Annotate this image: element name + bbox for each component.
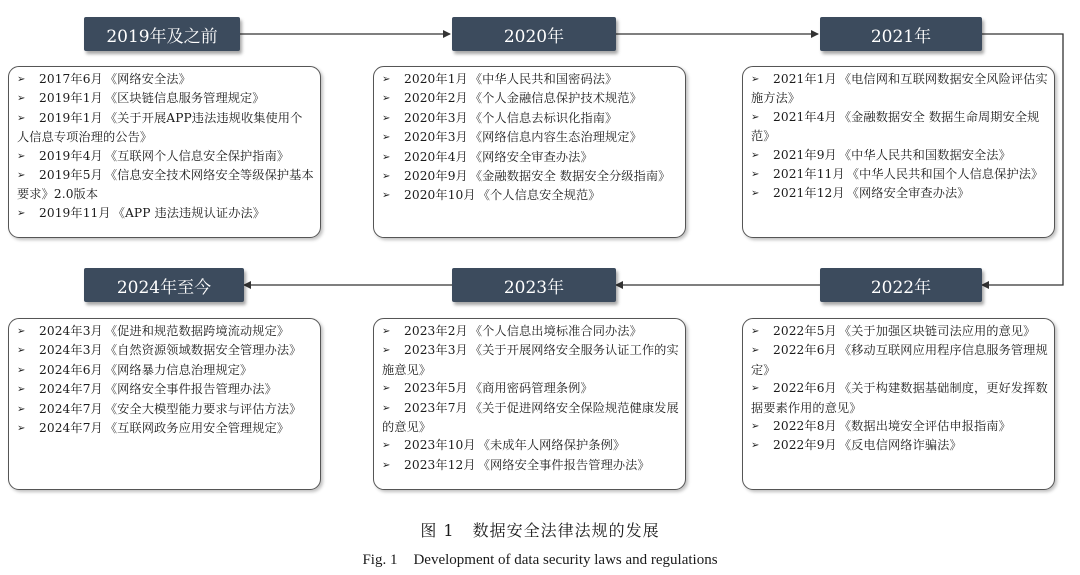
arrow-bullet-icon: [17, 167, 39, 185]
regulation-item: [382, 436, 679, 455]
regulation-title: 《网络安全审查办法》: [469, 149, 593, 164]
regulation-item: [382, 128, 679, 147]
arrow-bullet-icon: [17, 381, 39, 399]
figure-caption-en: [0, 552, 1080, 569]
regulation-item: [382, 186, 679, 205]
regulation-item: [751, 184, 1048, 203]
arrow-bullet-icon: [17, 362, 39, 380]
regulation-item: [751, 322, 1048, 341]
regulation-title: 《网络安全法》: [104, 72, 191, 86]
regulation-date: 2021年1月: [773, 72, 837, 86]
stage-box-2023: [373, 318, 686, 490]
regulation-item: [17, 341, 314, 360]
regulation-title: 《关于促进网络安全保险规范健康发展的意见》: [382, 400, 679, 435]
regulation-date: 2023年2月: [404, 324, 468, 338]
regulation-date: 2022年8月: [773, 419, 837, 434]
regulation-title: 《金融数据安全 数据安全分级指南》: [469, 169, 671, 184]
regulation-item: [751, 108, 1048, 146]
regulation-title: 《电信网和互联网数据安全风险评估实施方法》: [751, 72, 1048, 106]
regulation-title: 《中华人民共和国数据安全法》: [838, 147, 1011, 162]
stage-header-2023: 2023年: [452, 268, 616, 302]
stage-header-2022: 2022年: [820, 268, 982, 302]
regulation-title: 《中华人民共和国个人信息保护法》: [846, 167, 1044, 182]
regulation-item: [17, 419, 314, 438]
regulation-date: 2022年5月: [773, 324, 837, 338]
regulation-date: 2020年4月: [404, 149, 468, 164]
stage-header-2024: 2024年至今: [84, 268, 244, 302]
regulation-title: 《未成年人网络保护条例》: [477, 438, 626, 453]
regulation-title: 《区块链信息服务管理规定》: [104, 91, 265, 106]
arrow-bullet-icon: [382, 457, 404, 475]
figure-caption-cn: [0, 518, 1080, 541]
regulation-date: 2020年1月: [404, 72, 468, 86]
regulation-date: 2022年6月: [773, 343, 837, 358]
arrow-bullet-icon: [751, 342, 773, 360]
regulation-date: 2021年11月: [773, 167, 845, 182]
arrow-bullet-icon: [17, 110, 39, 128]
regulation-title: 《个人信息安全规范》: [477, 188, 601, 203]
arrow-bullet-icon: [382, 342, 404, 360]
figure-number-cn: 图 1: [420, 521, 455, 540]
stage-header-pre2019: 2019年及之前: [84, 17, 240, 51]
regulation-title: 《商用密码管理条例》: [469, 381, 593, 396]
regulation-item: [751, 417, 1048, 436]
stage-box-2022: [742, 318, 1055, 490]
regulation-title: 《移动互联网应用程序信息服务管理规定》: [751, 343, 1048, 377]
regulation-title: 《关于构建数据基础制度，更好发挥数据要素作用的意见》: [751, 381, 1048, 415]
regulation-title: 《数据出境安全评估申报指南》: [838, 419, 1011, 434]
figure-title-en: Development of data security laws and regulations: [413, 552, 718, 568]
regulation-item: [382, 456, 679, 475]
regulation-date: 2023年7月: [404, 400, 468, 415]
regulation-title: 《网络安全事件报告管理办法》: [104, 382, 277, 397]
regulation-title: 《关于开展APP违法违规收集使用个人信息专项治理的公告》: [17, 110, 303, 145]
regulation-title: 《网络信息内容生态治理规定》: [469, 130, 642, 145]
arrow-bullet-icon: [382, 90, 404, 108]
arrow-bullet-icon: [382, 129, 404, 147]
regulation-title: 《信息安全技术网络安全等级保护基本要求》2.0版本: [17, 168, 314, 202]
arrow-bullet-icon: [751, 323, 773, 341]
regulation-date: 2023年5月: [404, 381, 468, 396]
regulation-item: [17, 147, 314, 166]
regulation-title: 《关于开展网络安全服务认证工作的实施意见》: [382, 343, 679, 377]
arrow-bullet-icon: [17, 420, 39, 438]
arrow-bullet-icon: [751, 380, 773, 398]
stage-box-2020: [373, 66, 686, 238]
regulation-title: 《互联网个人信息安全保护指南》: [104, 148, 290, 163]
arrow-bullet-icon: [17, 401, 39, 419]
regulation-item: [382, 109, 679, 128]
arrow-bullet-icon: [17, 323, 39, 341]
regulation-title: 《网络安全事件报告管理办法》: [477, 457, 650, 472]
regulation-date: 2019年1月: [39, 110, 103, 125]
arrow-bullet-icon: [751, 437, 773, 455]
regulation-item: [751, 70, 1048, 108]
regulation-item: [382, 399, 679, 437]
arrow-bullet-icon: [751, 418, 773, 436]
regulation-title: 《中华人民共和国密码法》: [469, 72, 618, 86]
arrow-bullet-icon: [382, 71, 404, 89]
regulation-title: 《网络安全审查办法》: [846, 186, 970, 201]
regulation-item: [751, 341, 1048, 379]
regulation-item: [17, 166, 314, 204]
regulation-date: 2024年7月: [39, 382, 103, 397]
regulation-title: 《反电信网络诈骗法》: [838, 438, 962, 453]
regulation-date: 2020年3月: [404, 110, 468, 125]
regulation-title: 《网络暴力信息治理规定》: [104, 362, 253, 377]
regulation-item: [17, 109, 314, 147]
stage-header-2021: 2021年: [820, 17, 982, 51]
regulation-item: [382, 341, 679, 379]
regulation-item: [751, 436, 1048, 455]
regulation-title: 《关于加强区块链司法应用的意见》: [838, 324, 1036, 338]
arrow-bullet-icon: [751, 71, 773, 89]
figure-title-cn: 数据安全法律法规的发展: [472, 521, 660, 540]
regulation-date: 2024年3月: [39, 324, 103, 338]
regulation-date: 2019年11月: [39, 205, 111, 220]
figure-number-en: Fig. 1: [362, 552, 398, 568]
regulation-date: 2022年6月: [773, 381, 837, 396]
regulation-item: [17, 204, 314, 223]
regulation-title: 《促进和规范数据跨境流动规定》: [104, 324, 290, 338]
arrow-bullet-icon: [751, 109, 773, 127]
regulation-date: 2022年9月: [773, 438, 837, 453]
regulation-item: [17, 322, 314, 341]
regulation-date: 2021年9月: [773, 147, 837, 162]
arrow-bullet-icon: [382, 110, 404, 128]
regulation-title: 《自然资源领域数据安全管理办法》: [104, 343, 302, 358]
regulation-date: 2020年2月: [404, 91, 468, 106]
regulation-date: 2019年4月: [39, 148, 103, 163]
arrow-bullet-icon: [382, 323, 404, 341]
regulation-date: 2024年3月: [39, 343, 103, 358]
regulation-item: [751, 165, 1048, 184]
regulation-item: [382, 167, 679, 186]
regulation-date: 2023年10月: [404, 438, 476, 453]
arrow-bullet-icon: [382, 187, 404, 205]
regulation-title: 《安全大模型能力要求与评估方法》: [104, 401, 302, 416]
regulation-item: [17, 400, 314, 419]
regulation-item: [382, 70, 679, 89]
arrow-bullet-icon: [382, 149, 404, 167]
arrow-bullet-icon: [17, 205, 39, 223]
arrow-bullet-icon: [17, 342, 39, 360]
arrow-bullet-icon: [751, 147, 773, 165]
regulation-date: 2023年12月: [404, 457, 476, 472]
arrow-bullet-icon: [751, 185, 773, 203]
regulation-date: 2023年3月: [404, 343, 468, 358]
stage-box-pre2019: [8, 66, 321, 238]
regulation-title: 《APP 违法违规认证办法》: [112, 205, 266, 220]
regulation-date: 2024年7月: [39, 401, 103, 416]
regulation-title: 《个人金融信息保护技术规范》: [469, 91, 642, 106]
arrow-bullet-icon: [17, 148, 39, 166]
stage-box-2024: [8, 318, 321, 490]
regulation-date: 2019年1月: [39, 91, 103, 106]
regulation-item: [751, 146, 1048, 165]
regulation-title: 《个人信息去标识化指南》: [469, 110, 618, 125]
regulation-date: 2017年6月: [39, 72, 103, 86]
arrow-bullet-icon: [382, 400, 404, 418]
regulation-item: [382, 322, 679, 341]
stage-header-2020: 2020年: [452, 17, 616, 51]
regulation-date: 2020年9月: [404, 169, 468, 184]
regulation-item: [17, 361, 314, 380]
stage-box-2021: [742, 66, 1055, 238]
arrow-bullet-icon: [382, 168, 404, 186]
regulation-date: 2021年4月: [773, 109, 837, 124]
regulation-item: [751, 379, 1048, 417]
arrow-bullet-icon: [382, 380, 404, 398]
regulation-title: 《互联网政务应用安全管理规定》: [104, 421, 290, 436]
regulation-date: 2024年7月: [39, 421, 103, 436]
regulation-item: [382, 379, 679, 398]
regulation-date: 2020年10月: [404, 188, 476, 203]
regulation-item: [382, 148, 679, 167]
arrow-bullet-icon: [17, 71, 39, 89]
regulation-title: 《个人信息出境标准合同办法》: [469, 324, 642, 338]
arrow-bullet-icon: [382, 437, 404, 455]
regulation-date: 2019年5月: [39, 168, 103, 183]
regulation-date: 2021年12月: [773, 186, 845, 201]
arrow-bullet-icon: [17, 90, 39, 108]
regulation-title: 《金融数据安全 数据生命周期安全规范》: [751, 109, 1040, 144]
regulation-item: [382, 89, 679, 108]
regulation-item: [17, 70, 314, 89]
regulation-date: 2020年3月: [404, 130, 468, 145]
arrow-bullet-icon: [751, 166, 773, 184]
regulation-item: [17, 89, 314, 108]
regulation-date: 2024年6月: [39, 362, 103, 377]
regulation-item: [17, 380, 314, 399]
